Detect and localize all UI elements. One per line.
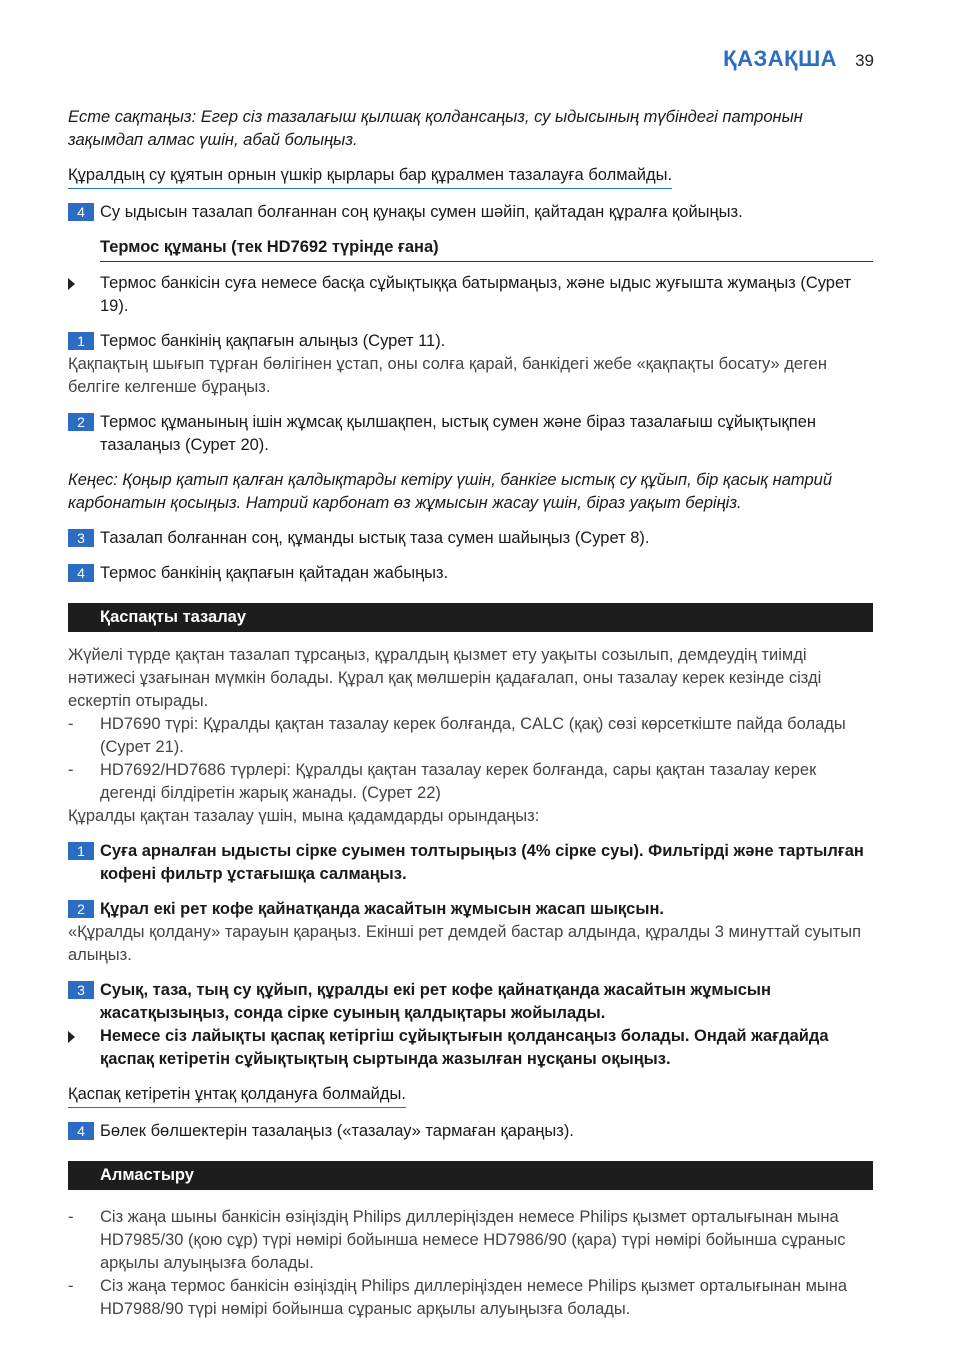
step-text: Суық, таза, тың су құйып, құралды екі рет кофе қайнатқанда жасайтын жұмысын жасатқызыңыз, сонда сірке суының қалдықтары жойылады. [100,981,771,1022]
step-number: 4 [68,203,94,221]
descaling-step-1 [68,840,873,886]
step-text: Термос банкінің қақпағын қайтадан жабыңыз. [100,564,449,582]
descaling-step-3 [68,979,873,1025]
step-text: Суға арналған ыдысты сірке суымен толтырыңыз (4% сірке суы). Фильтірді және тартылған кофені фильтр ұстағышқа салмаңыз. [100,842,864,883]
step-text: Құрал екі рет кофе қайнатқанда жасайтын жұмысын жасап шықсын. [100,900,664,918]
thermos-step-1 [68,330,873,353]
descaling-section-title: Қаспақты тазалау [68,603,873,632]
dash-text: Сіз жаңа шыны банкісін өзіңіздің Philips диллеріңізден немесе Philips қызмет орталығынан мына HD7985/30 (қою сұр) түрі нөмірі бойынша немесе HD7986/90 (қара) түрі нөмірі бойынша сұраныс арқылы алуыңызға болады. [100,1208,846,1272]
page-number: 39 [855,51,874,70]
replacement-dash-1 [68,1206,873,1275]
step-text: Термос банкінің қақпағын алыңыз (Сурет 11). [100,332,446,350]
dash-text: HD7692/HD7686 түрлері: Құралды қақтан тазалау керек болғанда, сары қақтан тазалау керек дегенді білдіретін жарық жанады. (Сурет 22) [100,761,817,802]
bullet-triangle-icon [68,1031,75,1043]
bullet-text: Термос банкісін суға немесе басқа сұйықтыққа батырмаңыз, және ыдыс жуғышта жумаңыз (Сурет 19). [100,274,852,315]
page-content [68,106,873,1321]
language-title: ҚАЗАҚША [723,46,838,71]
descaling-dash-2 [68,759,873,805]
dash-marker: - [68,1277,74,1295]
descaling-step-4 [68,1120,873,1143]
dash-marker: - [68,715,74,733]
dash-text: Сіз жаңа термос банкісін өзіңіздің Philips диллеріңізден немесе Philips қызмет орталығынан мына HD7988/90 түрі нөмірі бойынша сұраныс арқылы алуыңызға болады. [100,1277,848,1318]
warning-powder: Қаспақ кетіретін ұнтақ қолдануға болмайды. [68,1083,406,1108]
descaling-step-2 [68,898,873,921]
descaling-intro: Жүйелі түрде қақтан тазалап тұрсаңыз, құралдың қызмет ету уақыты созылып, демдеудің тиімді нәтижесі ұзағынан мүмкін болады. Құрал қақ мөлшерін қадағалап, оны тазалау керек кезінде сізді ескертіп отырады. [68,646,822,710]
step-text: Тазалап болғаннан соң, құманды ыстық таза сумен шайыңыз (Сурет 8). [100,529,650,547]
thermos-step-3 [68,527,873,550]
step-number: 3 [68,529,94,547]
descaling-dash-1 [68,713,873,759]
replacement-dash-2 [68,1275,873,1321]
note-brush: Есте сақтаңыз: Егер сіз тазалағыш қылшақ қолдансаңыз, су ыдысының түбіндегі патронын зақымдап алмас үшін, абай болыңыз. [68,108,803,149]
step-text: Су ыдысын тазалап болғаннан соң қунақы сумен шәйіп, қайтадан құралға қойыңыз. [100,203,743,221]
bullet-triangle-icon [68,278,75,290]
thermos-step-4 [68,562,873,585]
thermos-heading: Термос құманы (тек HD7692 түрінде ғана) [100,236,873,262]
step-text: Бөлек бөлшектерін тазалаңыз («тазалау» тармаған қараңыз). [100,1122,574,1140]
dash-text: HD7690 түрі: Құралды қақтан тазалау керек болғанда, CALC (қақ) сөзі көрсеткіште пайда болады (Сурет 21). [100,715,846,756]
page-header [723,46,874,72]
dash-marker: - [68,761,74,779]
descaling-step-2-detail: «Құралды қолдану» тарауын қараңыз. Екінші рет демдей бастар алдында, құралды 3 минуттай суытып алыңыз. [68,923,862,964]
step-number: 1 [68,842,94,860]
descaling-bullet [68,1025,873,1071]
replacement-section-title: Алмастыру [68,1161,873,1190]
bullet-text: Немесе сіз лайықты қаспақ кетіргіш сұйықтығын қолдансаңыз болады. Ондай жағдайда қаспақ кетіретін сұйықтықтың сыртында жазылған нұсқаны оқыңыз. [100,1027,829,1068]
step-number: 4 [68,1122,94,1140]
thermos-step-1-detail: Қақпақтың шығып тұрған бөлігінен ұстап, оны солға қарай, банкідегі жебе «қақпақты босату» деген белгіге келгенше бұраңыз. [68,355,827,396]
step-number: 1 [68,332,94,350]
thermos-bullet [68,272,873,318]
step-number: 3 [68,981,94,999]
warning-sharp-tools: Құралдың су құятын орнын үшкір қырлары бар құралмен тазалауға болмайды. [68,164,672,189]
step-4-rinse [68,201,873,224]
thermos-tip: Кеңес: Қоңыр қатып қалған қалдықтарды кетіру үшін, банкіге ыстық су құйып, бір қасық натрий карбонатын қосыңыз. Натрий карбонат өз жұмысын жасау үшін, біраз уақыт беріңіз. [68,471,833,512]
dash-marker: - [68,1208,74,1226]
step-number: 2 [68,900,94,918]
step-number: 4 [68,564,94,582]
descaling-lead: Құралды қақтан тазалау үшін, мына қадамдарды орындаңыз: [68,807,540,825]
thermos-step-2 [68,411,873,457]
step-text: Термос құманының ішін жұмсақ қылшақпен, ыстық сумен және біраз тазалағыш сұйықтықпен тазалаңыз (Сурет 20). [100,413,816,454]
step-number: 2 [68,413,94,431]
